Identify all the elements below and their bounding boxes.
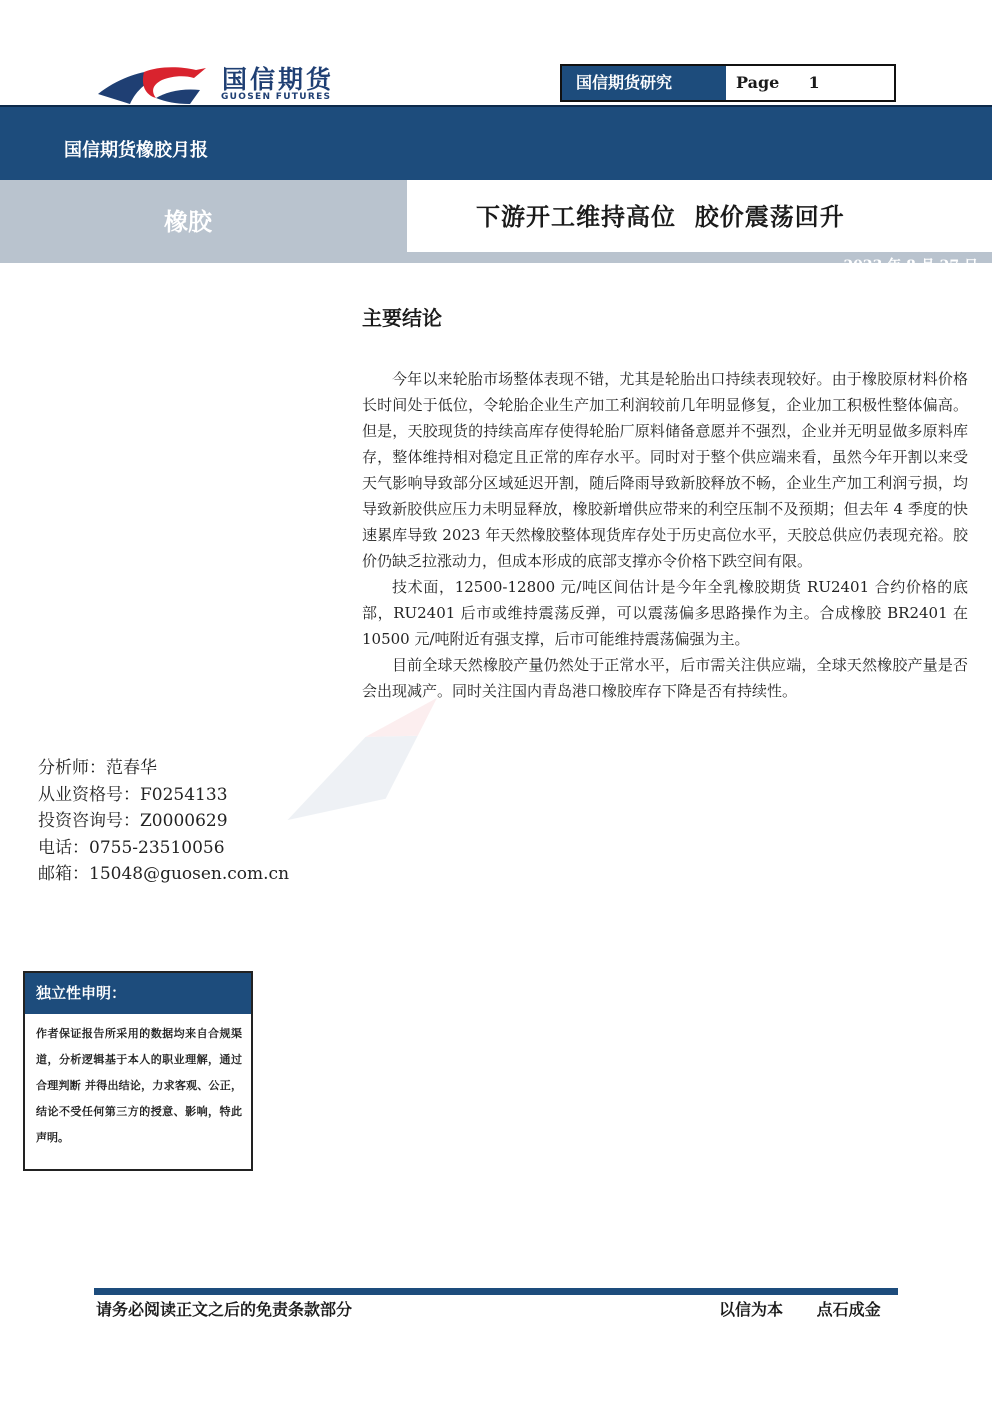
guosen-logo-icon bbox=[96, 64, 208, 106]
footer-bar bbox=[94, 1288, 898, 1295]
disclaimer-note: 请务必阅读正文之后的免责条款部分 bbox=[96, 1300, 353, 1319]
logo-name-cn: 国信期货 bbox=[222, 65, 335, 94]
page-label: Page bbox=[736, 73, 780, 92]
analyst-email: 邮箱：15048@guosen.com.cn bbox=[38, 864, 290, 884]
analyst-phone: 电话：0755-23510056 bbox=[38, 837, 225, 858]
logo-name-en: GUOSEN FUTURES bbox=[221, 92, 332, 102]
conclusion-body bbox=[362, 366, 968, 704]
analyst-info bbox=[38, 755, 289, 888]
research-label: 国信期货研究 bbox=[562, 66, 726, 100]
report-date: 2023 年 8 月 27 日 bbox=[843, 258, 978, 274]
analyst-consulting-id: 投资咨询号：Z0000629 bbox=[38, 811, 228, 831]
company-slogan: 以信为本 点石成金 bbox=[719, 1300, 881, 1319]
declaration-text: 作者保证报告所采用的数据均来自合规渠道，分析逻辑基于本人的职业理解，通过合理判断 并得出结论，力求客观、公正，结论不受任何第三方的授意、影响，特此声明。 bbox=[36, 1027, 242, 1144]
page-indicator bbox=[736, 66, 820, 100]
page-number: 1 bbox=[808, 73, 820, 92]
analyst-qualification: 从业资格号：F0254133 bbox=[38, 784, 228, 805]
section-title: 主要结论 bbox=[362, 306, 442, 330]
report-title: 国信期货橡胶月报 bbox=[64, 140, 208, 161]
declaration-title: 独立性申明： bbox=[25, 973, 251, 1014]
paragraph: 今年以来轮胎市场整体表现不错，尤其是轮胎出口持续表现较好。由于橡胶原材料价格长时间处于低位，令轮胎企业生产加工利润较前几年明显修复，企业加工积极性整体偏高。但是，天胶现货的持续高库存使得轮胎厂原料储备意愿并不强烈，企业并无明显做多原料库存，整体维持相对稳定且正常的库存水平。同时对于整个供应端来看，虽然今年开割以来受天气影响导致部分区域延迟开割，随后降雨导致新胶释放不畅，企业生产加工利润亏损，均导致新胶供应压力未明显释放，橡胶新增供应带来的利空压制不及预期；但去年 4 季度的快速累库导致 2023 年天然橡胶整体现货库存处于历史高位水平，天胶总供应仍表现充裕。胶价仍缺乏拉涨动力，但成本形成的底部支撑亦令价格下跌空间有限。 bbox=[362, 370, 968, 570]
sector-label: 橡胶 bbox=[164, 207, 212, 236]
paragraph: 技术面，12500-12800 元/吨区间估计是今年全乳橡胶期货 RU2401 合约价格的底部，RU2401 后市或维持震荡反弹，可以震荡偏多思路操作为主。合成橡胶 BR2401 在 10500 元/吨附近有强支撑，后市可能维持震荡偏强为主。 bbox=[362, 578, 968, 648]
paragraph: 目前全球天然橡胶产量仍然处于正常水平，后市需关注供应端，全球天然橡胶产量是否会出现减产。同时关注国内青岛港口橡胶库存下降是否有持续性。 bbox=[362, 656, 968, 700]
headline: 下游开工维持高位 胶价震荡回升 bbox=[476, 202, 845, 231]
analyst-name: 分析师：范春华 bbox=[38, 758, 157, 778]
